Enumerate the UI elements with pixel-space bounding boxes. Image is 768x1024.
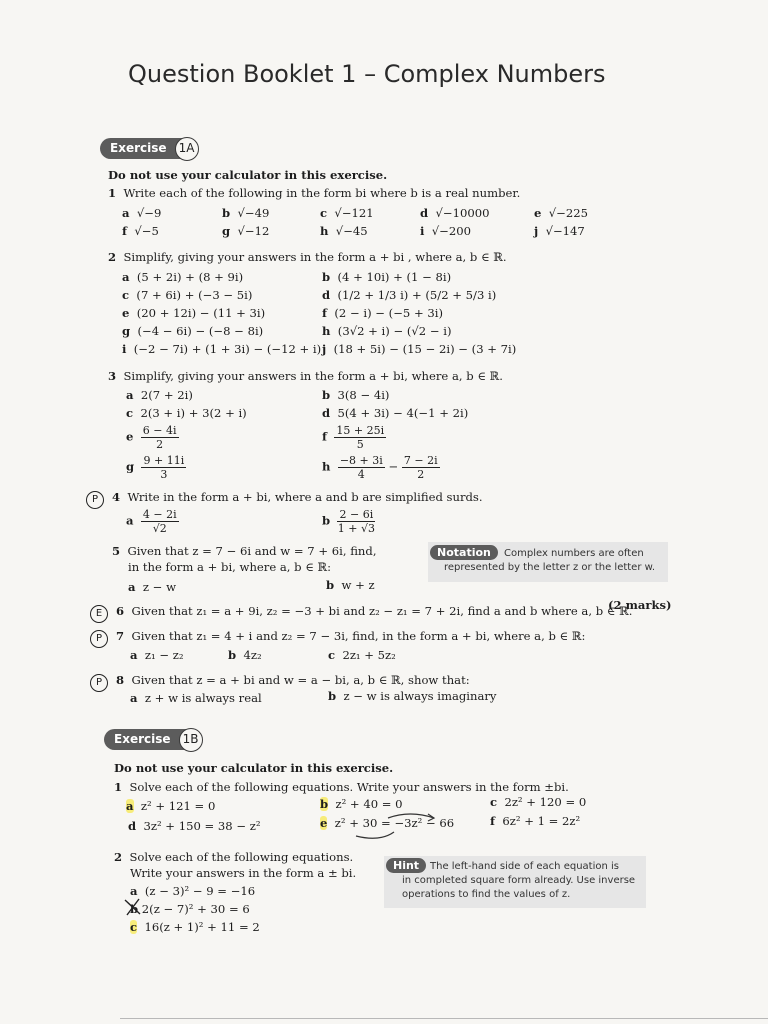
q2-part-a: a (5 + 2i) + (8 + 9i) bbox=[122, 270, 244, 284]
q5-part-b: b w + z bbox=[326, 578, 375, 592]
fraction: $\frac{4 - 2i}{√2}$ bbox=[142, 508, 177, 535]
problem-solving-badge: P bbox=[90, 674, 108, 692]
marks-label: (2 marks) bbox=[608, 598, 672, 612]
exam-style-badge: E bbox=[90, 605, 108, 623]
calculator-note: Do not use your calculator in this exercise. bbox=[108, 168, 388, 182]
exercise-number: 1B bbox=[179, 728, 203, 752]
q2-part-g: g (−4 − 6i) − (−8 − 8i) bbox=[122, 324, 264, 338]
q7-part-c: c 2z₁ + 5z₂ bbox=[328, 648, 396, 662]
question-5-line2: in the form a + bi, where a, b ∈ ℝ: bbox=[128, 560, 332, 574]
q3-part-b: b 3(8 − 4i) bbox=[322, 388, 390, 402]
q3-part-a: a 2(7 + 2i) bbox=[126, 388, 193, 402]
question-3: 3 Simplify, giving your answers in the form a + bi, where a, b ∈ ℝ. bbox=[108, 369, 503, 383]
q1-part-d: d √−10000 bbox=[420, 206, 490, 220]
question-6: 6 Given that z₁ = a + 9i, z₂ = −3 + bi and z₂ − z₁ = 7 + 2i, find a and b where a, b ∈ ℝ. bbox=[116, 604, 633, 618]
question-4: 4 Write in the form a + bi, where a and b are simplified surds. bbox=[112, 490, 483, 504]
q8-part-a: a z + w is always real bbox=[130, 691, 262, 705]
hint-line1: The left-hand side of each equation is bbox=[430, 861, 619, 872]
problem-solving-badge: P bbox=[86, 491, 104, 509]
q2-part-j: j (18 + 5i) − (15 − 2i) − (3 + 7i) bbox=[322, 342, 517, 356]
q1b-part-a: a z² + 121 = 0 bbox=[126, 799, 216, 813]
page-title: Question Booklet 1 – Complex Numbers bbox=[128, 60, 606, 88]
page-bottom-edge bbox=[120, 1018, 768, 1019]
q4-part-a: a $\frac{4 - 2i}{√2}$ bbox=[126, 508, 177, 535]
calculator-note: Do not use your calculator in this exercise. bbox=[114, 761, 394, 775]
q3-part-h: h $\frac{-8 + 3i}{4}$ − $\frac{7 - 2i}{2}$ bbox=[322, 454, 438, 481]
q1-part-i: i √−200 bbox=[420, 224, 472, 238]
q1-part-j: j √−147 bbox=[534, 224, 585, 238]
q1-part-c: c √−121 bbox=[320, 206, 374, 220]
exercise-1a-badge: Exercise 1A bbox=[100, 138, 197, 159]
q4-part-b: b $\frac{2 - 6i}{1 + √3}$ bbox=[322, 508, 375, 535]
q1b-part-b: b z² + 40 = 0 bbox=[320, 797, 403, 811]
question-8: 8 Given that z = a + bi and w = a − bi, a, b ∈ ℝ, show that: bbox=[116, 673, 470, 687]
hint-line2: in completed square form already. Use inverse bbox=[402, 875, 636, 886]
q3-part-e: e $\frac{6 - 4i}{2}$ bbox=[126, 424, 177, 451]
q3-part-g: g $\frac{9 + 11i}{3}$ bbox=[126, 454, 185, 481]
q1-part-b: b √−49 bbox=[222, 206, 270, 220]
question-1b-1: 1 Solve each of the following equations. Write your answers in the form ±bi. bbox=[114, 780, 569, 794]
handwritten-cross-mark bbox=[122, 896, 144, 918]
fraction: $\frac{15 + 25i}{5}$ bbox=[336, 424, 385, 451]
q2-part-d: d (1/2 + 1/3 i) + (5/2 + 5/3 i) bbox=[322, 288, 497, 302]
q2b-part-a: a (z − 3)² − 9 = −16 bbox=[130, 884, 256, 898]
notation-line1: Complex numbers are often bbox=[504, 548, 644, 559]
q1-part-h: h √−45 bbox=[320, 224, 368, 238]
q2-part-c: c (7 + 6i) + (−3 − 5i) bbox=[122, 288, 253, 302]
q1b-part-d: d 3z² + 150 = 38 − z² bbox=[128, 819, 261, 833]
exercise-1b-badge: Exercise 1B bbox=[104, 729, 201, 750]
question-7: 7 Given that z₁ = 4 + i and z₂ = 7 − 3i, find, in the form a + bi, where a, b ∈ ℝ: bbox=[116, 629, 586, 643]
notation-line2: represented by the letter z or the letter w. bbox=[444, 562, 656, 573]
handwritten-arrow-mark bbox=[350, 808, 440, 844]
q2b-part-c: c 16(z + 1)² + 11 = 2 bbox=[130, 920, 260, 934]
fraction: $\frac{6 - 4i}{2}$ bbox=[142, 424, 177, 451]
question-1b-2: 2 Solve each of the following equations. bbox=[114, 850, 354, 864]
hint-tag: Hint bbox=[386, 858, 426, 873]
q1-part-a: a √−9 bbox=[122, 206, 162, 220]
q2-part-i: i (−2 − 7i) + (1 + 3i) − (−12 + i) bbox=[122, 342, 322, 356]
question-5: 5 Given that z = 7 − 6i and w = 7 + 6i, find, bbox=[112, 544, 377, 558]
q1b-part-f: f 6z² + 1 = 2z² bbox=[490, 814, 581, 828]
exercise-number: 1A bbox=[175, 137, 199, 161]
question-1b-2-line2: Write your answers in the form a ± bi. bbox=[130, 866, 357, 880]
q3-part-f: f $\frac{15 + 25i}{5}$ bbox=[322, 424, 385, 451]
q3-part-d: d 5(4 + 3i) − 4(−1 + 2i) bbox=[322, 406, 469, 420]
question-1: 1 Write each of the following in the form bi where b is a real number. bbox=[108, 186, 521, 200]
q2-part-h: h (3√2 + i) − (√2 − i) bbox=[322, 324, 452, 338]
q1-part-g: g √−12 bbox=[222, 224, 270, 238]
q2-part-e: e (20 + 12i) − (11 + 3i) bbox=[122, 306, 266, 320]
question-2: 2 Simplify, giving your answers in the form a + bi , where a, b ∈ ℝ. bbox=[108, 250, 507, 264]
q2-part-b: b (4 + 10i) + (1 − 8i) bbox=[322, 270, 452, 284]
q2-part-f: f (2 − i) − (−5 + 3i) bbox=[322, 306, 443, 320]
notation-tag: Notation bbox=[430, 545, 498, 560]
fraction: $\frac{9 + 11i}{3}$ bbox=[143, 454, 185, 481]
q8-part-b: b z − w is always imaginary bbox=[328, 689, 497, 703]
fraction: $\frac{-8 + 3i}{4}$ bbox=[339, 454, 383, 481]
q1b-part-e: e z² + 30 = −3z² − 66 bbox=[320, 816, 455, 830]
q3-part-c: c 2(3 + i) + 3(2 + i) bbox=[126, 406, 247, 420]
problem-solving-badge: P bbox=[90, 630, 108, 648]
fraction: $\frac{2 - 6i}{1 + √3}$ bbox=[337, 508, 375, 535]
q2b-part-b: b 2(z − 7)² + 30 = 6 bbox=[130, 902, 250, 916]
q7-part-a: a z₁ − z₂ bbox=[130, 648, 184, 662]
q7-part-b: b 4z₂ bbox=[228, 648, 262, 662]
q1b-part-c: c 2z² + 120 = 0 bbox=[490, 795, 587, 809]
hint-line3: operations to find the values of z. bbox=[402, 889, 571, 900]
q1-part-f: f √−5 bbox=[122, 224, 159, 238]
fraction: $\frac{7 - 2i}{2}$ bbox=[403, 454, 438, 481]
q1-part-e: e √−225 bbox=[534, 206, 588, 220]
q5-part-a: a z − w bbox=[128, 580, 177, 594]
